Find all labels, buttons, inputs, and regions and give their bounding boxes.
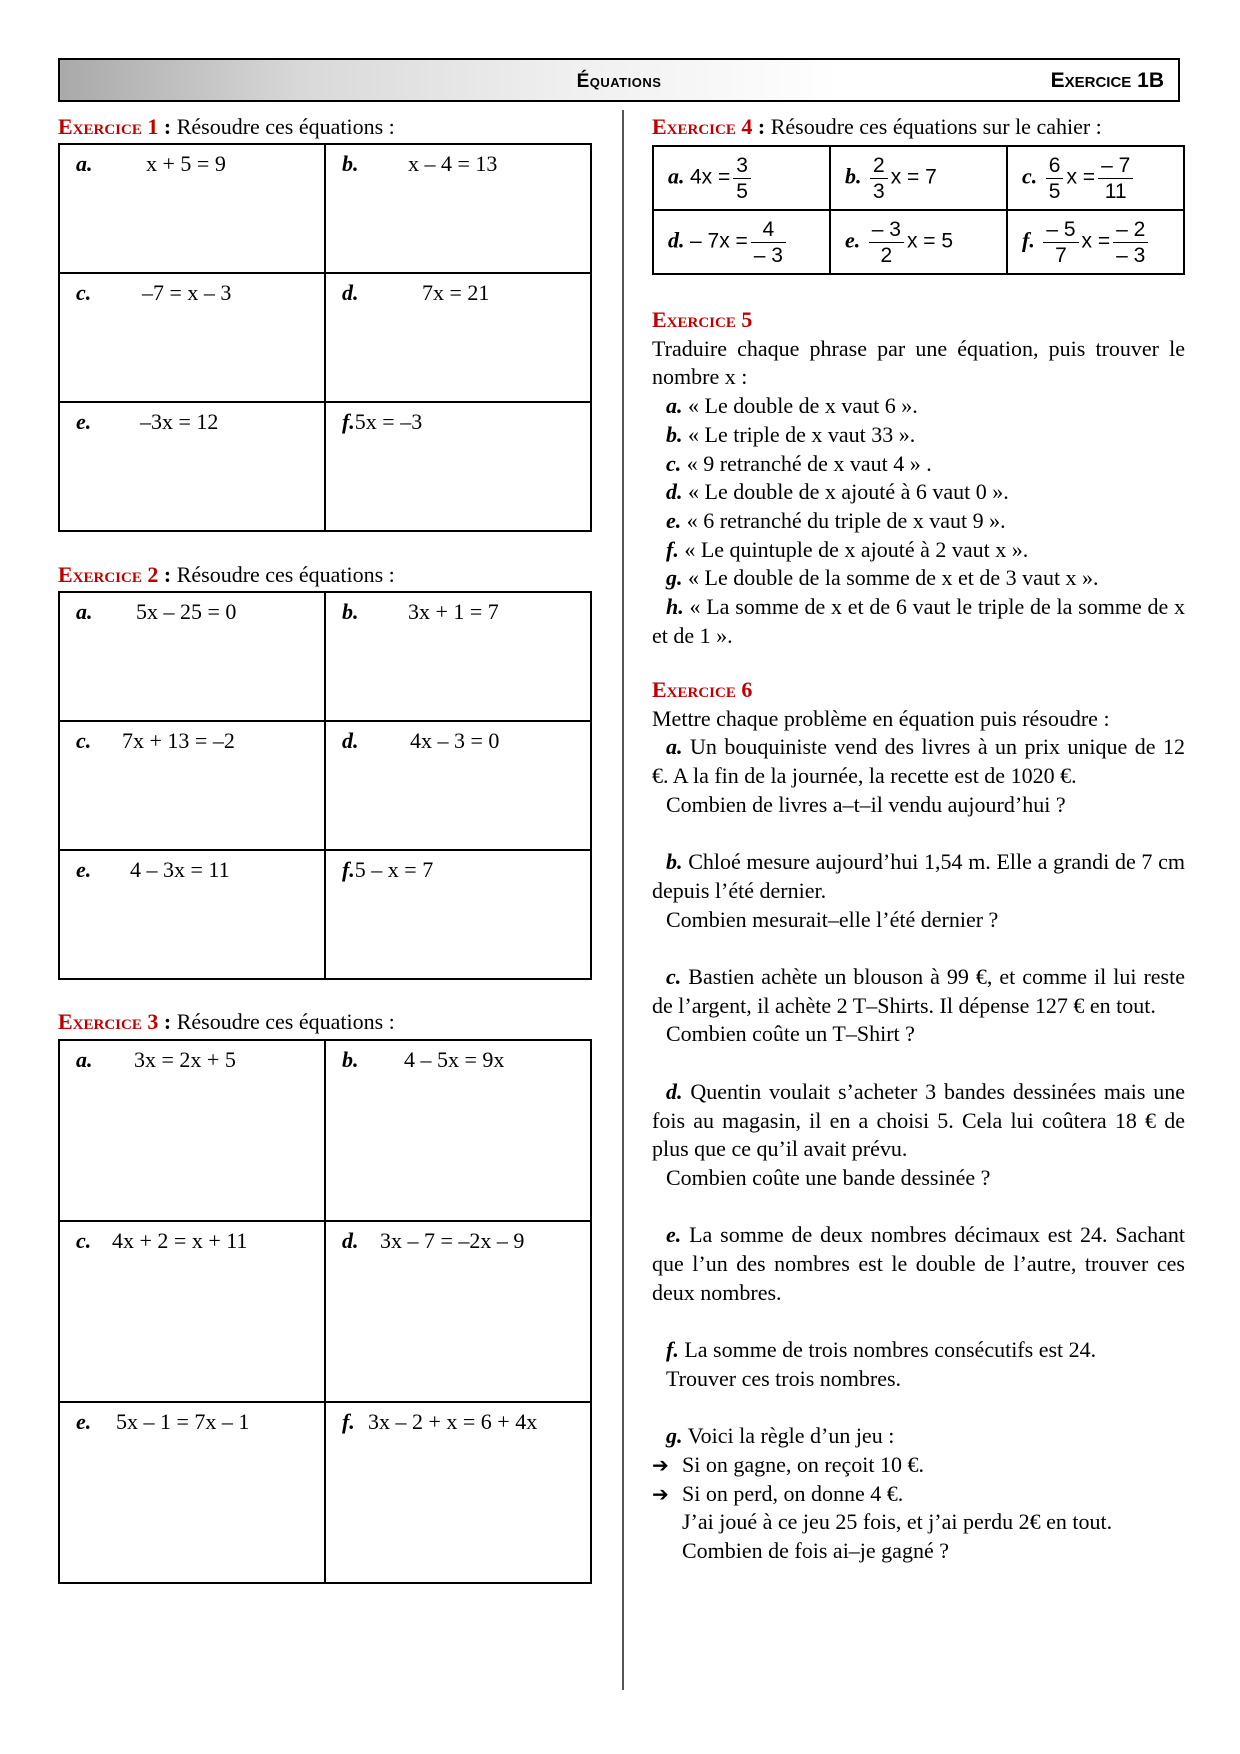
cell-letter: c. bbox=[1022, 163, 1038, 189]
exercise-4-label: Exercice 4 bbox=[652, 114, 753, 139]
arrow-right-icon: ➔ bbox=[652, 1481, 669, 1506]
ex1-cell-b[interactable] bbox=[325, 144, 591, 273]
item-text: « Le double de x vaut 6 ». bbox=[682, 393, 918, 419]
problem-question: Trouver ces trois nombres. bbox=[666, 1365, 902, 1391]
exercise-1-title bbox=[58, 114, 395, 140]
numerator: 6 bbox=[1046, 153, 1064, 179]
cell-equation: 3x – 2 + x = 6 + 4x bbox=[367, 1409, 538, 1434]
cell-prefix: 4x = bbox=[690, 165, 731, 189]
denominator: 11 bbox=[1104, 179, 1127, 203]
ex1-cell-a[interactable] bbox=[59, 144, 325, 273]
numerator: 2 bbox=[870, 153, 888, 179]
game-question: Combien de fois ai–je gagné ? bbox=[682, 1538, 949, 1563]
exercise-3-title bbox=[58, 1009, 395, 1035]
exercise-1-grid bbox=[58, 143, 592, 532]
ex4-cell-f[interactable] bbox=[1007, 210, 1184, 274]
cell-letter: c. bbox=[76, 1228, 92, 1253]
fraction bbox=[869, 217, 904, 268]
ex6-problem-a bbox=[652, 733, 1185, 790]
ex6-problem-c bbox=[652, 963, 1185, 1020]
cell-letter: e. bbox=[76, 409, 92, 434]
cell-equation: 3x + 1 = 7 bbox=[407, 599, 499, 624]
problem-letter: a. bbox=[666, 734, 683, 760]
cell-letter: c. bbox=[76, 280, 92, 305]
rule-text: Si on gagne, on reçoit 10 €. bbox=[682, 1451, 924, 1477]
cell-equation: 7x = 21 bbox=[421, 280, 490, 305]
exercise-3-grid bbox=[58, 1039, 592, 1584]
ex1-cell-e[interactable] bbox=[59, 402, 325, 531]
column-divider bbox=[622, 110, 624, 1690]
cell-equation: x – 4 = 13 bbox=[407, 151, 498, 176]
ex5-item-a bbox=[652, 392, 1185, 421]
ex6-problem-b bbox=[652, 848, 1185, 905]
problem-question: Combien coûte une bande dessinée ? bbox=[666, 1164, 991, 1190]
problem-letter: c. bbox=[666, 964, 682, 989]
cell-letter: b. bbox=[341, 151, 359, 176]
item-letter: a. bbox=[666, 393, 683, 419]
cell-equation: 3x – 7 = –2x – 9 bbox=[379, 1228, 525, 1253]
fraction bbox=[1113, 217, 1148, 268]
exercise-3-instruction: Résoudre ces équations : bbox=[171, 1009, 395, 1034]
ex2-cell-d[interactable] bbox=[325, 721, 591, 850]
ex5-item-g bbox=[652, 564, 1185, 593]
exercise-5-title bbox=[652, 306, 1185, 335]
cell-letter: d. bbox=[341, 1228, 359, 1253]
cell-letter: e. bbox=[76, 1409, 92, 1434]
item-letter: e. bbox=[666, 507, 682, 533]
item-letter: f. bbox=[666, 536, 679, 562]
ex3-cell-b[interactable] bbox=[325, 1040, 591, 1221]
cell-equation: 5x – 25 = 0 bbox=[136, 599, 237, 624]
exercise-6-intro: Mettre chaque problème en équation puis résoudre : bbox=[652, 705, 1110, 731]
ex6-problem-e bbox=[652, 1221, 1185, 1307]
numerator: – 5 bbox=[1043, 217, 1078, 243]
denominator: 2 bbox=[880, 243, 893, 267]
ex3-cell-f[interactable] bbox=[325, 1402, 591, 1583]
exercise-4-colon: : bbox=[752, 114, 766, 139]
ex5-item-f bbox=[652, 536, 1185, 565]
cell-letter: a. bbox=[76, 599, 93, 624]
item-letter: d. bbox=[666, 479, 683, 505]
exercise-1-colon: : bbox=[158, 114, 172, 139]
cell-equation: 5 – x = 7 bbox=[354, 857, 434, 882]
ex4-cell-d[interactable] bbox=[653, 210, 830, 274]
problem-letter: d. bbox=[666, 1078, 683, 1104]
cell-letter: d. bbox=[668, 227, 685, 253]
ex4-cell-b[interactable] bbox=[830, 146, 1007, 210]
problem-text: Chloé mesure aujourd’hui 1,54 m. Elle a grandi de 7 cm depuis l’été dernier. bbox=[652, 849, 1185, 903]
cell-equation: 4x – 3 = 0 bbox=[409, 728, 500, 753]
cell-equation: –3x = 12 bbox=[140, 409, 219, 434]
exercise-6 bbox=[652, 676, 1185, 1566]
cell-letter: c. bbox=[76, 728, 92, 753]
item-text: « 6 retranché du triple de x vaut 9 ». bbox=[681, 507, 1006, 533]
item-text: « Le quintuple de x ajouté à 2 vaut x ». bbox=[678, 536, 1029, 562]
cell-letter: d. bbox=[341, 728, 359, 753]
problem-letter: b. bbox=[666, 849, 683, 875]
cell-equation: 5x – 1 = 7x – 1 bbox=[116, 1409, 250, 1434]
cell-letter: b. bbox=[845, 163, 862, 189]
cell-equation: 7x + 13 = –2 bbox=[122, 728, 235, 753]
item-text: « Le double de x ajouté à 6 vaut 0 ». bbox=[682, 479, 1009, 505]
cell-letter: f. bbox=[341, 409, 355, 434]
problem-letter: g. bbox=[666, 1423, 683, 1449]
item-letter: b. bbox=[666, 421, 683, 447]
denominator: – 3 bbox=[753, 243, 783, 267]
numerator: – 3 bbox=[869, 217, 904, 243]
game-rule-lose bbox=[652, 1480, 1185, 1509]
ex4-cell-c[interactable] bbox=[1007, 146, 1184, 210]
numerator: – 2 bbox=[1113, 217, 1148, 243]
ex3-cell-e[interactable] bbox=[59, 1402, 325, 1583]
item-letter: g. bbox=[666, 565, 683, 591]
item-letter: h. bbox=[666, 594, 684, 620]
fraction bbox=[1043, 217, 1078, 268]
problem-text: Quentin voulait s’acheter 3 bandes dessinées mais une fois au magasin, il en a choisi 5. Cela lui coûtera 18 € de plus que ce qu’il avait prévu. bbox=[652, 1078, 1185, 1162]
exercise-2-title bbox=[58, 562, 395, 588]
item-text: « Le triple de x vaut 33 ». bbox=[682, 421, 916, 447]
cell-equation: x + 5 = 9 bbox=[146, 151, 226, 176]
numerator: – 7 bbox=[1098, 153, 1133, 179]
cell-suffix: x = bbox=[1081, 229, 1111, 253]
exercise-4-instruction: Résoudre ces équations sur le cahier : bbox=[765, 114, 1102, 139]
problem-letter: f. bbox=[666, 1337, 679, 1363]
exercise-4-title bbox=[652, 114, 1102, 140]
cell-suffix: x = 7 bbox=[890, 165, 937, 189]
problem-text: Voici la règle d’un jeu : bbox=[682, 1423, 895, 1449]
cell-letter: a. bbox=[668, 163, 685, 189]
cell-letter: a. bbox=[76, 151, 93, 176]
problem-text: Bastien achète un blouson à 99 €, et comme il lui reste de l’argent, il achète 2 T–Shirts. Il dépense 127 € en tout. bbox=[652, 964, 1185, 1018]
item-text: « 9 retranché de x vaut 4 » . bbox=[681, 450, 932, 476]
cell-letter: d. bbox=[341, 280, 359, 305]
ex6-problem-f bbox=[652, 1336, 1185, 1365]
arrow-right-icon: ➔ bbox=[652, 1452, 669, 1477]
ex1-cell-f[interactable] bbox=[325, 402, 591, 531]
problem-question: Combien de livres a–t–il vendu aujourd’hui ? bbox=[666, 791, 1066, 817]
cell-prefix: – 7x = bbox=[690, 229, 748, 253]
exercise-2-grid bbox=[58, 591, 592, 980]
cell-equation: 3x = 2x + 5 bbox=[134, 1047, 236, 1072]
fraction bbox=[751, 217, 786, 268]
cell-equation: 4x + 2 = x + 11 bbox=[112, 1228, 248, 1253]
exercise-5-label: Exercice 5 bbox=[652, 307, 753, 332]
exercise-1-instruction: Résoudre ces équations : bbox=[171, 114, 395, 139]
ex6-problem-g bbox=[652, 1422, 1185, 1451]
cell-suffix: x = 5 bbox=[906, 229, 954, 253]
denominator: – 3 bbox=[1116, 243, 1146, 267]
cell-suffix: x = bbox=[1066, 165, 1096, 189]
exercise-5-intro: Traduire chaque phrase par une équation, puis trouver le nombre x : bbox=[652, 335, 1185, 390]
cell-letter: e. bbox=[76, 857, 92, 882]
exercise-6-label: Exercice 6 bbox=[652, 677, 753, 702]
ex2-cell-c[interactable] bbox=[59, 721, 325, 850]
problem-question: Combien coûte un T–Shirt ? bbox=[666, 1021, 915, 1047]
ex2-cell-b[interactable] bbox=[325, 592, 591, 721]
exercise-6-title bbox=[652, 676, 1185, 705]
ex3-cell-c[interactable] bbox=[59, 1221, 325, 1402]
ex5-item-e bbox=[652, 507, 1185, 536]
ex3-cell-d[interactable] bbox=[325, 1221, 591, 1402]
ex3-cell-a[interactable] bbox=[59, 1040, 325, 1221]
fraction bbox=[870, 153, 888, 204]
cell-letter: a. bbox=[76, 1047, 93, 1072]
exercise-1-label: Exercice 1 bbox=[58, 114, 159, 139]
game-rule-win bbox=[652, 1451, 1185, 1480]
ex5-item-d bbox=[652, 478, 1185, 507]
item-text: « Le double de la somme de x et de 3 vaut x ». bbox=[682, 565, 1099, 591]
exercise-5 bbox=[652, 306, 1185, 650]
denominator: 5 bbox=[736, 179, 748, 203]
denominator: 3 bbox=[873, 179, 885, 203]
game-statement: J’ai joué à ce jeu 25 fois, et j’ai perdu 2€ en tout. bbox=[682, 1509, 1113, 1535]
exercise-4-grid bbox=[652, 145, 1185, 275]
cell-letter: f. bbox=[341, 857, 355, 882]
page-header bbox=[58, 58, 1180, 102]
ex5-item-h bbox=[652, 593, 1185, 650]
ex2-cell-a[interactable] bbox=[59, 592, 325, 721]
exercise-2-label: Exercice 2 bbox=[58, 562, 159, 587]
problem-text: Un bouquiniste vend des livres à un prix unique de 12 €. A la fin de la journée, la recette est de 1020 €. bbox=[652, 734, 1185, 789]
denominator: 5 bbox=[1048, 179, 1061, 203]
problem-letter: e. bbox=[666, 1222, 682, 1248]
cell-letter: f. bbox=[341, 1409, 355, 1434]
ex1-cell-c[interactable] bbox=[59, 273, 325, 402]
problem-text: La somme de trois nombres consécutifs est 24. bbox=[678, 1337, 1097, 1363]
cell-equation: 5x = –3 bbox=[354, 409, 423, 434]
problem-question: Combien mesurait–elle l’été dernier ? bbox=[666, 906, 999, 932]
cell-letter: b. bbox=[341, 599, 359, 624]
ex5-item-b bbox=[652, 421, 1185, 450]
ex2-cell-e[interactable] bbox=[59, 850, 325, 979]
page-title: Équations bbox=[576, 71, 662, 92]
numerator: 4 bbox=[751, 217, 786, 243]
cell-equation: –7 = x – 3 bbox=[142, 280, 232, 305]
cell-equation: 4 – 5x = 9x bbox=[403, 1047, 505, 1072]
cell-equation: 4 – 3x = 11 bbox=[130, 857, 230, 882]
fraction bbox=[1098, 153, 1133, 204]
cell-letter: e. bbox=[845, 227, 861, 253]
ex6-problem-d bbox=[652, 1078, 1185, 1164]
exercise-3-colon: : bbox=[158, 1009, 172, 1034]
rule-text: Si on perd, on donne 4 €. bbox=[682, 1480, 904, 1506]
ex4-cell-e[interactable] bbox=[830, 210, 1007, 274]
problem-text: La somme de deux nombres décimaux est 24. Sachant que l’un des nombres est le double de l’autre, trouver ces deux nombres. bbox=[652, 1222, 1185, 1305]
exercise-code: Exercice 1B bbox=[1050, 69, 1164, 92]
ex2-cell-f[interactable] bbox=[325, 850, 591, 979]
exercise-2-instruction: Résoudre ces équations : bbox=[171, 562, 395, 587]
fraction bbox=[1046, 153, 1064, 204]
ex1-cell-d[interactable] bbox=[325, 273, 591, 402]
item-text: « La somme de x et de 6 vaut le triple de la somme de x et de 1 ». bbox=[652, 594, 1185, 648]
exercise-2-colon: : bbox=[158, 562, 172, 587]
ex5-item-c bbox=[652, 450, 1185, 479]
denominator: 7 bbox=[1055, 243, 1067, 267]
exercise-3-label: Exercice 3 bbox=[58, 1009, 159, 1034]
cell-letter: f. bbox=[1022, 227, 1035, 253]
numerator: 3 bbox=[733, 153, 751, 179]
fraction bbox=[733, 153, 751, 204]
cell-letter: b. bbox=[341, 1047, 359, 1072]
ex4-cell-a[interactable] bbox=[653, 146, 830, 210]
item-letter: c. bbox=[666, 450, 682, 476]
